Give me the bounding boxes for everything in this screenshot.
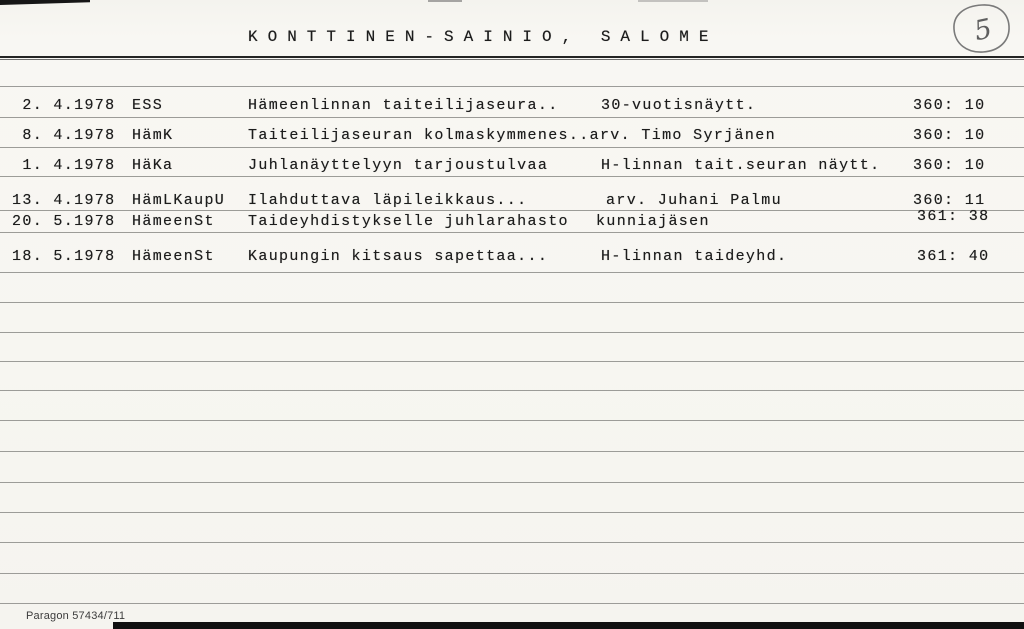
row-detail: arv. Timo Syrjänen <box>589 127 776 144</box>
ruled-line <box>0 232 1024 233</box>
ruled-line <box>0 390 1024 391</box>
ruled-line <box>0 603 1024 604</box>
ruled-line <box>0 86 1024 87</box>
row-detail: H-linnan taideyhd. <box>601 248 788 265</box>
table-row <box>0 158 1024 173</box>
row-source: HäKa <box>132 157 174 174</box>
row-source: ESS <box>132 97 164 114</box>
table-row <box>0 208 1024 230</box>
ruled-line <box>0 512 1024 513</box>
scan-artifact-bottom-bar <box>113 622 1024 629</box>
table-row <box>0 249 1024 264</box>
row-detail: 30-vuotisnäytt. <box>601 97 757 114</box>
ruled-line <box>0 302 1024 303</box>
card-brand: Paragon 57434/711 <box>26 610 126 622</box>
row-description-detail <box>248 128 776 143</box>
row-ref: 360: 10 <box>913 127 986 144</box>
ruled-line <box>0 210 1024 211</box>
table-row <box>0 98 1024 113</box>
ruled-line <box>0 361 1024 362</box>
page-number-digit: 5 <box>971 13 995 48</box>
ruled-line <box>0 176 1024 177</box>
ruled-line <box>0 272 1024 273</box>
row-ref: 361: 40 <box>917 248 990 265</box>
row-ref: 360: 10 <box>913 97 986 114</box>
ruled-line <box>0 573 1024 574</box>
ruled-line <box>0 332 1024 333</box>
row-source: HämLKaupU <box>132 192 226 209</box>
handwritten-page-number <box>946 0 1018 60</box>
row-source: HämK <box>132 127 174 144</box>
row-date: 8. 4.1978 <box>12 127 116 144</box>
scan-artifact-speck <box>638 0 708 2</box>
header-rule-heavy <box>0 56 1024 58</box>
ruled-line <box>0 451 1024 452</box>
row-detail: H-linnan tait.seuran näytt. <box>601 157 881 174</box>
scan-artifact-speck <box>428 0 462 2</box>
row-source: HämeenSt <box>132 248 215 265</box>
row-ref: 361: 38 <box>917 208 990 225</box>
ruled-line <box>0 482 1024 483</box>
row-date: 13. 4.1978 <box>12 192 116 209</box>
row-date: 20. 5.1978 <box>12 213 116 230</box>
row-detail: kunniajäsen <box>596 213 710 230</box>
scan-artifact-corner <box>0 0 90 5</box>
table-row <box>0 193 1024 208</box>
ruled-line <box>0 117 1024 118</box>
row-date: 2. 4.1978 <box>12 97 116 114</box>
ruled-line <box>0 542 1024 543</box>
pencil-circle-icon <box>946 0 1018 60</box>
table-row <box>0 128 1024 143</box>
row-description: Hämeenlinnan taiteilijaseura.. <box>248 97 559 114</box>
row-ref: 360: 11 <box>913 192 986 209</box>
row-description: Kaupungin kitsaus sapettaa... <box>248 248 549 265</box>
row-date: 1. 4.1978 <box>12 157 116 174</box>
row-source: HämeenSt <box>132 213 215 230</box>
ruled-line <box>0 420 1024 421</box>
page-title: KONTTINEN-SAINIO, SALOME <box>248 28 719 46</box>
row-date: 18. 5.1978 <box>12 248 116 265</box>
row-description: Taideyhdistykselle juhlarahasto <box>248 213 569 230</box>
header-rule-heavy-shadow <box>0 59 1024 60</box>
row-detail: arv. Juhani Palmu <box>606 192 782 209</box>
row-description: Juhlanäyttelyyn tarjoustulvaa <box>248 157 549 174</box>
row-ref: 360: 10 <box>913 157 986 174</box>
row-description: Taiteilijaseuran kolmaskymmenes.. <box>248 127 590 144</box>
row-description: Ilahduttava läpileikkaus... <box>248 192 528 209</box>
ruled-line <box>0 147 1024 148</box>
